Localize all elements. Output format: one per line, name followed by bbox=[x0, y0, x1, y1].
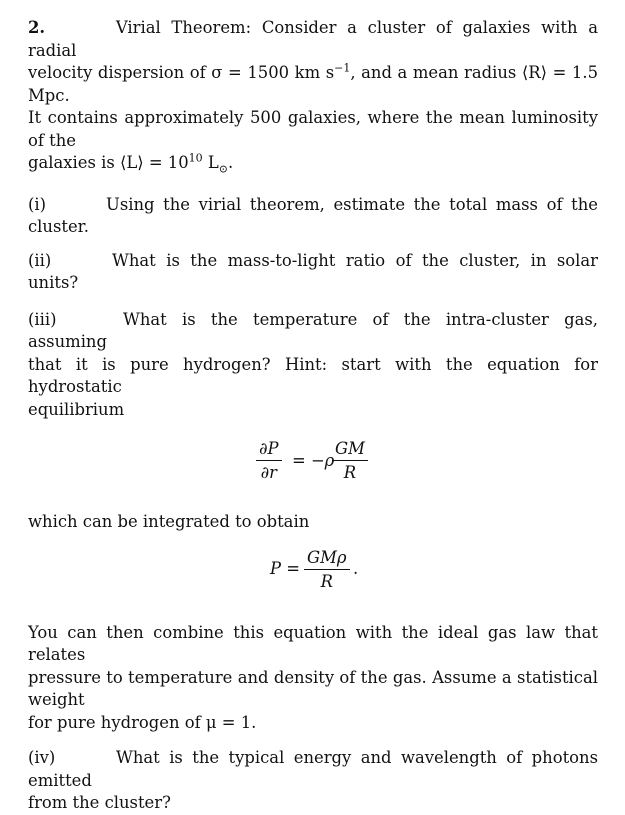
eq1-lhs-numerator: ∂P bbox=[256, 439, 282, 461]
question-iii-label: (iii) bbox=[28, 309, 57, 329]
hydrostatic-equation bbox=[28, 439, 598, 501]
pressure-equation bbox=[28, 548, 598, 608]
intro-line-4b: L bbox=[202, 153, 219, 172]
eq2-rhs-denominator: R bbox=[320, 571, 333, 591]
intro-line-4a: galaxies is ⟨L⟩ = 10 bbox=[28, 153, 189, 172]
eq1-rhs-denominator: R bbox=[343, 463, 357, 483]
luminosity-exponent: 10 bbox=[188, 151, 203, 165]
question-ii-label: (ii) bbox=[28, 250, 52, 270]
intro-line-2b: , and a mean radius ⟨R⟩ = 1.5 Mpc. bbox=[28, 63, 598, 105]
problem-number: 2. bbox=[28, 18, 46, 37]
sun-symbol: ⊙ bbox=[218, 162, 228, 176]
unit-exponent: −1 bbox=[334, 61, 351, 75]
eq2-period: . bbox=[353, 558, 359, 578]
problem-document bbox=[28, 17, 598, 815]
between-text: which can be integrated to obtain bbox=[28, 512, 310, 532]
question-i-text: Using the virial theorem, estimate the total mass of the cluster. bbox=[28, 194, 598, 237]
after-line-2: pressure to temperature and density of the gas. Assume a statistical weight bbox=[28, 667, 598, 710]
eq1-rhs-fraction bbox=[332, 439, 368, 484]
eq1-middle: = −ρ bbox=[292, 451, 335, 471]
question-iii-line-3: equilibrium bbox=[28, 399, 125, 419]
question-ii bbox=[28, 250, 598, 295]
question-iii-line-1: What is the temperature of the intra-cluster gas, assuming bbox=[28, 309, 598, 352]
problem-title: Virial Theorem: bbox=[115, 18, 252, 37]
eq1-rhs-numerator: GM bbox=[332, 439, 368, 461]
after-line-3: for pure hydrogen of μ = 1. bbox=[28, 712, 257, 732]
question-i bbox=[28, 194, 598, 239]
eq2-lhs: P = bbox=[270, 558, 300, 578]
question-iv-line-1: What is the typical energy and wavelength of photons emitted bbox=[28, 748, 598, 790]
question-iv-line-2: from the cluster? bbox=[28, 793, 171, 813]
eq1-lhs-fraction bbox=[256, 439, 282, 484]
eq2-rhs-numerator: GMρ bbox=[304, 548, 350, 570]
eq2-rhs-fraction bbox=[304, 548, 350, 593]
question-ii-text: What is the mass-to-light ratio of the cluster, in solar units? bbox=[28, 250, 598, 293]
intro-line-2a: velocity dispersion of σ = 1500 km s bbox=[28, 63, 335, 82]
question-iv bbox=[28, 747, 598, 815]
problem-intro bbox=[28, 17, 598, 181]
question-iii-line-2: that it is pure hydrogen? Hint: start with the equation for hydrostatic bbox=[28, 354, 598, 397]
ideal-gas-paragraph bbox=[28, 622, 598, 735]
intro-line-1: Consider a cluster of galaxies with a radial bbox=[28, 18, 598, 60]
question-iii bbox=[28, 309, 598, 422]
intro-period: . bbox=[227, 153, 234, 172]
question-i-label: (i) bbox=[28, 194, 47, 214]
question-iv-label: (iv) bbox=[28, 748, 56, 768]
eq1-lhs-denominator: ∂r bbox=[260, 463, 277, 483]
intro-line-3: It contains approximately 500 galaxies, where the mean luminosity of the bbox=[28, 108, 598, 150]
after-line-1: You can then combine this equation with the ideal gas law that relates bbox=[28, 622, 598, 665]
